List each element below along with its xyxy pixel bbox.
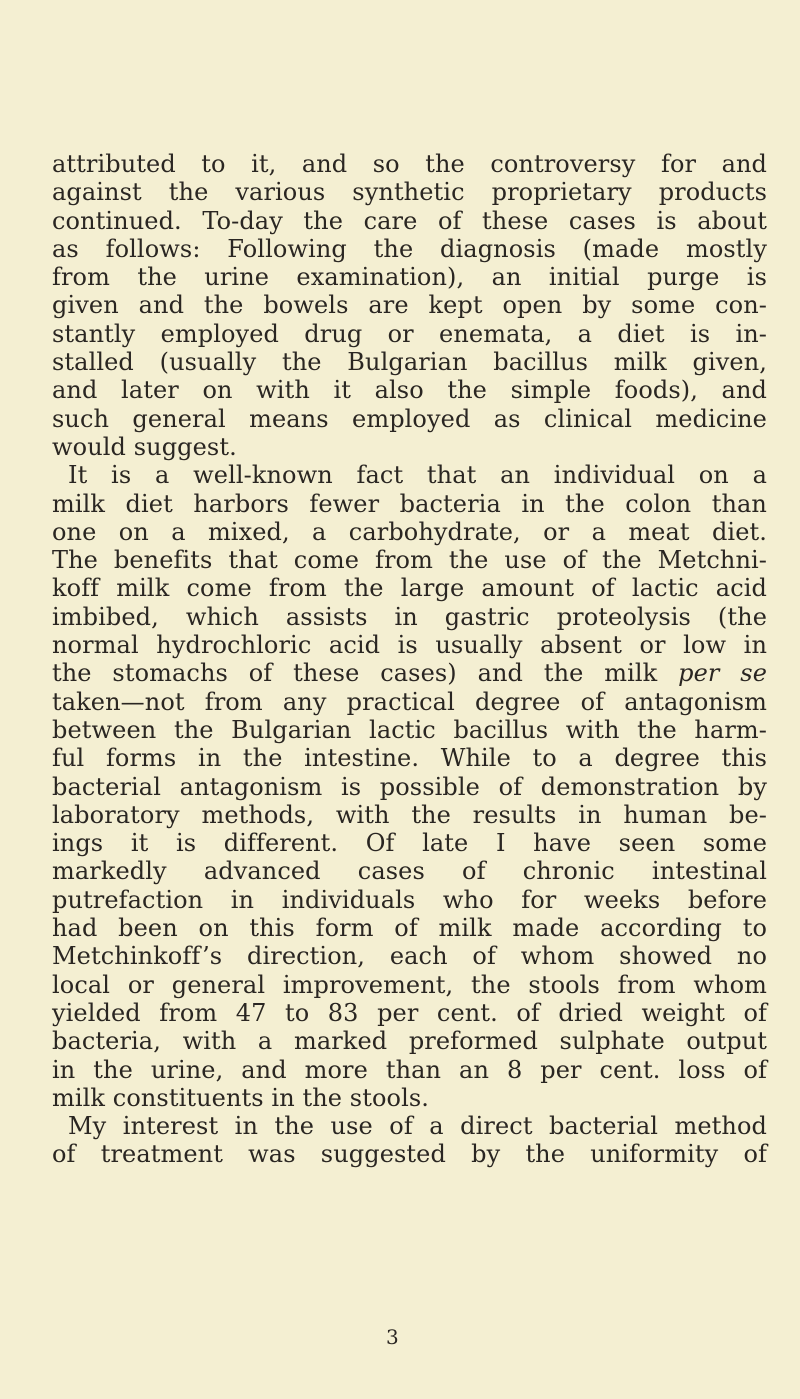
- text-line: bacterial antagonism is possible of demonstration by: [52, 772, 767, 801]
- text-line: [52, 659, 767, 687]
- text-line: koff milk come from the large amount of lactic acid: [52, 574, 767, 603]
- italic-term: per se: [678, 659, 767, 688]
- text-line: in the urine, and more than an 8 per cent. loss of: [52, 1055, 767, 1084]
- text-line: milk constituents in the stools.: [52, 1083, 429, 1112]
- text-line: continued. To-day the care of these cases is about: [52, 206, 767, 235]
- text-line: given and the bowels are kept open by some con-: [52, 291, 767, 320]
- text-line: yielded from 47 to 83 per cent. of dried weight of: [52, 998, 767, 1027]
- text-line: laboratory methods, with the results in human be-: [52, 800, 767, 829]
- text-line: ful forms in the intestine. While to a degree this: [52, 744, 767, 773]
- text-line: attributed to it, and so the controversy for and: [52, 150, 767, 178]
- text-line: against the various synthetic proprietary products: [52, 178, 767, 207]
- text-line: normal hydrochloric acid is usually absent or low in: [52, 631, 767, 660]
- text-line: one on a mixed, a carbohydrate, or a meat diet.: [52, 517, 767, 546]
- text-line: stantly employed drug or enemata, a diet is in-: [52, 319, 767, 348]
- text-line: It is a well-known fact that an individual on a: [68, 461, 767, 490]
- text-line: bacteria, with a marked preformed sulphate output: [52, 1027, 767, 1056]
- text-line: stalled (usually the Bulgarian bacillus milk given,: [52, 348, 767, 377]
- text-line: such general means employed as clinical medicine: [52, 404, 767, 433]
- text-line: milk diet harbors fewer bacteria in the colon than: [52, 489, 767, 518]
- text-line: local or general improvement, the stools from whom: [52, 970, 767, 999]
- text-line: of treatment was suggested by the uniformity of: [52, 1140, 767, 1169]
- text-line: and later on with it also the simple foods), and: [52, 376, 767, 405]
- text-line: between the Bulgarian lactic bacillus with the harm-: [52, 715, 767, 744]
- page-number: 3: [386, 1325, 399, 1349]
- text-line: putrefaction in individuals who for weeks before: [52, 885, 767, 914]
- text-line: as follows: Following the diagnosis (made mostly: [52, 234, 767, 263]
- text-line: imbibed, which assists in gastric proteolysis (the: [52, 602, 767, 631]
- text-line: markedly advanced cases of chronic intestinal: [52, 857, 767, 886]
- text-line: from the urine examination), an initial purge is: [52, 263, 767, 292]
- text-line: ings it is different. Of late I have seen some: [52, 829, 767, 858]
- text-line: Metchinkoff’s direction, each of whom showed no: [52, 942, 767, 971]
- text-line: taken—not from any practical degree of antagonism: [52, 687, 767, 716]
- text-line: My interest in the use of a direct bacterial method: [68, 1112, 767, 1141]
- text-line: had been on this form of milk made according to: [52, 914, 767, 943]
- text-line: would suggest.: [52, 432, 237, 461]
- text-line: The benefits that come from the use of the Metchni-: [52, 546, 767, 575]
- text-segment: the stomachs of these cases) and the milk: [52, 659, 679, 688]
- body-text: [52, 150, 767, 1169]
